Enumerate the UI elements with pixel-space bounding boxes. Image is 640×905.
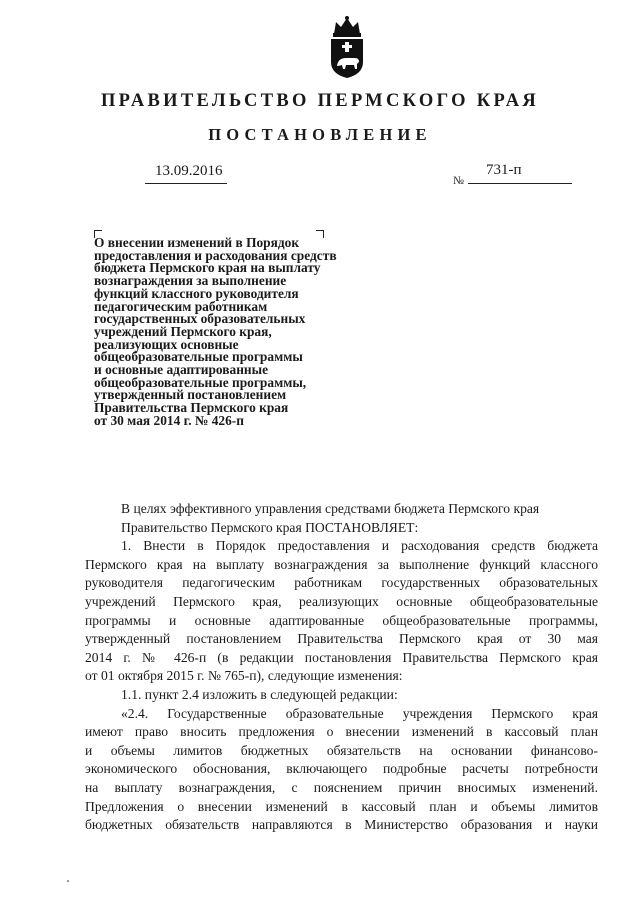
subject-line: вознаграждения за выполнение (94, 273, 287, 289)
body-paragraph-intro: В целях эффективного управления средствами бюджета Пермского края (121, 501, 540, 516)
document-date: 13.09.2016 (155, 163, 223, 179)
document-type: ПОСТАНОВЛЕНИЕ (208, 125, 432, 144)
number-underline (468, 183, 572, 184)
body-line: и объемы лимитов бюджетных обязательств на основании финансово- (85, 742, 598, 758)
subject-line: утвержденный постановлением (94, 387, 287, 403)
subject-line: общеобразовательные программы (94, 349, 303, 365)
subject-line: Правительства Пермского края (94, 400, 289, 416)
body-line: Предложения о внесении изменений в кассовый план и объемы лимитов (85, 798, 598, 814)
government-title: ПРАВИТЕЛЬСТВО ПЕРМСКОГО КРАЯ (100, 91, 540, 111)
subject-line: О внесении изменений в Порядок (94, 235, 300, 250)
document-number: 731-п (486, 162, 522, 178)
subject-heading (94, 237, 354, 428)
scan-speck (67, 880, 69, 882)
coat-of-arms-icon (326, 14, 368, 80)
body-line: на выплату вознаграждения, с пояснением причин вносимых изменений. (85, 779, 598, 795)
date-underline (145, 183, 227, 184)
body-line: имеют право вносить предложения о внесении изменений в кассовый план (85, 724, 598, 740)
body-line: руководителя педагогическим работникам государственных образовательных (85, 575, 598, 591)
body-paragraph-item-1-1: 1.1. пункт 2.4 изложить в следующей редакции: (121, 686, 398, 702)
subject-line: от 30 мая 2014 г. № 426-п (94, 412, 244, 428)
body-line: «2.4. Государственные образовательные учреждения Пермского края (121, 705, 598, 721)
body-line: утвержденный постановлением Правительства Пермского края от 30 мая (85, 631, 598, 647)
body-paragraph-quote (85, 705, 598, 835)
subject-line: бюджета Пермского края на выплату (94, 260, 321, 276)
subject-line: учреждений Пермского края, (94, 323, 272, 339)
body-line: 1. Внести в Порядок предоставления и расходования средств бюджета (121, 538, 598, 554)
body-paragraph-item-1 (85, 537, 598, 686)
subject-line: реализующих основные (94, 336, 239, 352)
subject-line: и основные адаптированные (94, 362, 269, 378)
body-paragraph-resolve: Правительство Пермского края ПОСТАНОВЛЯЕТ: (121, 519, 419, 535)
body-line: Пермского края на выплату вознаграждения за выполнение функций классного (85, 556, 598, 572)
body-line: программы и основные адаптированные общеобразовательные программы, (85, 612, 598, 628)
subject-line: предоставления и расходования средств (94, 247, 337, 263)
subject-line: педагогическим работникам (94, 298, 268, 314)
body-line: 2014 г. № 426-п (в редакции постановления Правительства Пермского края (85, 649, 598, 665)
subject-line: функций классного руководителя (94, 285, 299, 301)
subject-line: общеобразовательные программы, (94, 374, 307, 390)
body-line: экономического обоснования, включающего подробные расчеты потребности (85, 761, 598, 777)
body-line: от 01 октября 2015 г. № 765-п), следующие изменения: (85, 668, 403, 684)
document-body (85, 500, 598, 835)
body-line: бюджетных обязательств направляются в Министерство образования и науки (85, 817, 598, 833)
body-line: учреждений Пермского края, реализующих основные общеобразовательные (85, 593, 598, 609)
number-sign: № (453, 175, 464, 187)
subject-line: государственных образовательных (94, 311, 306, 327)
